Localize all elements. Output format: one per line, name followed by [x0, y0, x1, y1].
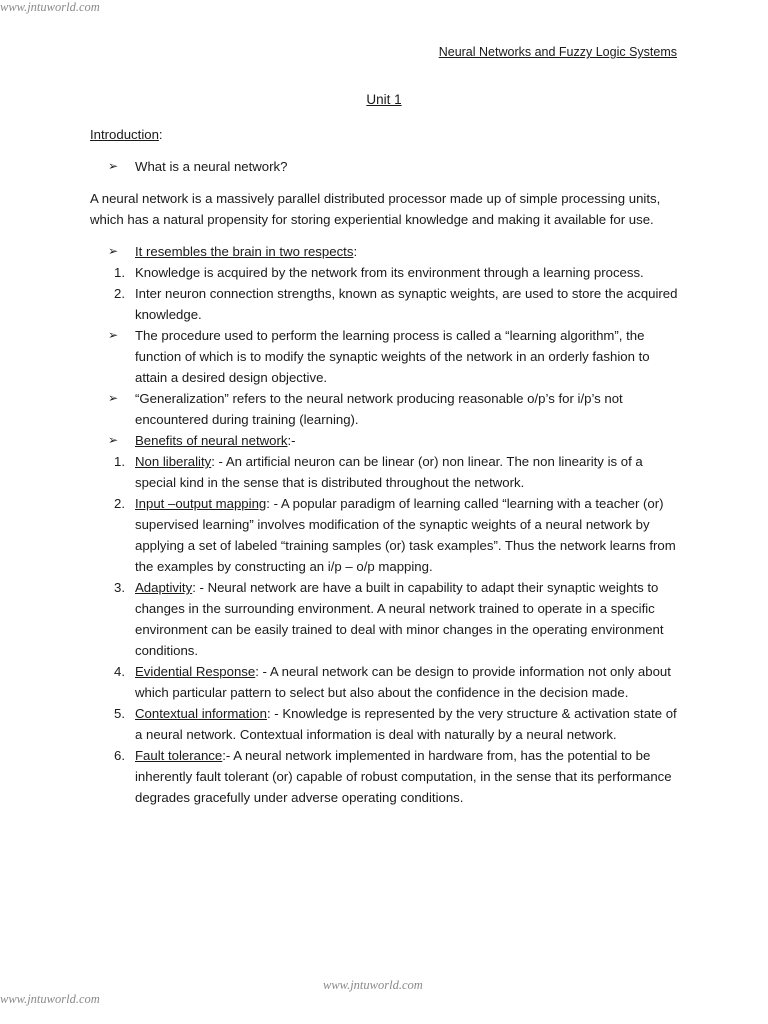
benefits-label: Benefits of neural network	[135, 433, 288, 448]
benefit-text: : - An artificial neuron can be linear (or) non linear. The non linearity is of a special kind in the sense that is distributed throughout the network.	[135, 454, 643, 490]
benefit-text: : - Knowledge is represented by the very structure & activation state of a neural network. Contextual information is deal with naturally by a neural network.	[135, 706, 677, 742]
document-body	[90, 124, 680, 808]
list-item	[90, 283, 680, 325]
arrow-bullet-icon: ➢	[108, 328, 119, 342]
list-number: 1.	[114, 265, 125, 280]
generalization-bullet	[90, 388, 680, 430]
list-item	[90, 745, 680, 808]
learning-algorithm-text: The procedure used to perform the learning process is called a “learning algorithm”, the function of which is to modify the synaptic weights of the network in an orderly fashion to attain a desired design objective.	[135, 328, 650, 385]
learning-algorithm-bullet	[90, 325, 680, 388]
list-number: 5.	[114, 706, 125, 721]
watermark-bottom-center: www.jntuworld.com	[323, 978, 423, 992]
arrow-bullet-icon: ➢	[108, 391, 119, 405]
list-item	[90, 577, 680, 661]
list-item	[90, 703, 680, 745]
running-head: Neural Networks and Fuzzy Logic Systems	[438, 45, 677, 59]
list-number: 2.	[114, 496, 125, 511]
list-number: 6.	[114, 748, 125, 763]
resembles-suffix: :	[353, 244, 358, 259]
resembles-bullet	[90, 241, 680, 262]
definition-paragraph: A neural network is a massively parallel distributed processor made up of simple processing units, which has a natural propensity for storing experiential knowledge and making it available for use.	[90, 191, 661, 227]
list-item-text: Knowledge is acquired by the network from its environment through a learning process.	[135, 265, 644, 280]
list-item	[90, 451, 680, 493]
list-number: 3.	[114, 580, 125, 595]
list-item-text: Inter neuron connection strengths, known as synaptic weights, are used to store the acquired knowledge.	[135, 286, 678, 322]
generalization-text: “Generalization” refers to the neural network producing reasonable o/p’s for i/p’s not encountered during training (learning).	[135, 391, 623, 427]
question-bullet	[90, 156, 680, 177]
arrow-bullet-icon: ➢	[108, 433, 119, 447]
benefits-suffix: :-	[287, 433, 296, 448]
benefit-text: : - A neural network can be design to provide information not only about which particular pattern to select but also about the confidence in the decision made.	[135, 664, 671, 700]
benefit-text: :- A neural network implemented in hardware from, has the potential to be inherently fault tolerant (or) capable of robust computation, in the sense that its performance degrades gracefully under adverse operating conditions.	[135, 748, 672, 805]
benefit-term: Evidential Response	[135, 664, 256, 679]
benefit-term: Fault tolerance	[135, 748, 223, 763]
watermark-bottom-left: www.jntuworld.com	[0, 992, 100, 1006]
list-number: 4.	[114, 664, 125, 679]
benefit-term: Input –output mapping	[135, 496, 267, 511]
section-heading-text: Introduction	[90, 127, 159, 142]
list-number: 2.	[114, 286, 125, 301]
benefit-term: Adaptivity	[135, 580, 193, 595]
section-heading	[90, 124, 680, 145]
benefit-text: : - Neural network are have a built in capability to adapt their synaptic weights to changes in the surrounding environment. A neural network trained to operate in a specific environment can be easily trained to deal with minor changes in the operating environment conditions.	[135, 580, 664, 658]
watermark-top: www.jntuworld.com	[0, 0, 100, 14]
section-heading-colon: :	[158, 127, 163, 142]
arrow-bullet-icon: ➢	[108, 244, 119, 258]
list-item	[90, 262, 680, 283]
arrow-bullet-icon: ➢	[108, 159, 119, 173]
list-number: 1.	[114, 454, 125, 469]
list-item	[90, 661, 680, 703]
benefit-term: Contextual information	[135, 706, 267, 721]
list-item	[90, 493, 680, 577]
unit-title: Unit 1	[366, 92, 402, 107]
question-text: What is a neural network?	[135, 159, 288, 174]
benefits-bullet	[90, 430, 680, 451]
resembles-label: It resembles the brain in two respects	[135, 244, 354, 259]
benefit-term: Non liberality	[135, 454, 212, 469]
benefit-text: : - A popular paradigm of learning called “learning with a teacher (or) supervised learning” involves modification of the synaptic weights of a neural network by applying a set of labeled “training samples (or) task examples”. Thus the network learns from the examples by constructing an i/p – o/p mapping.	[135, 496, 676, 574]
